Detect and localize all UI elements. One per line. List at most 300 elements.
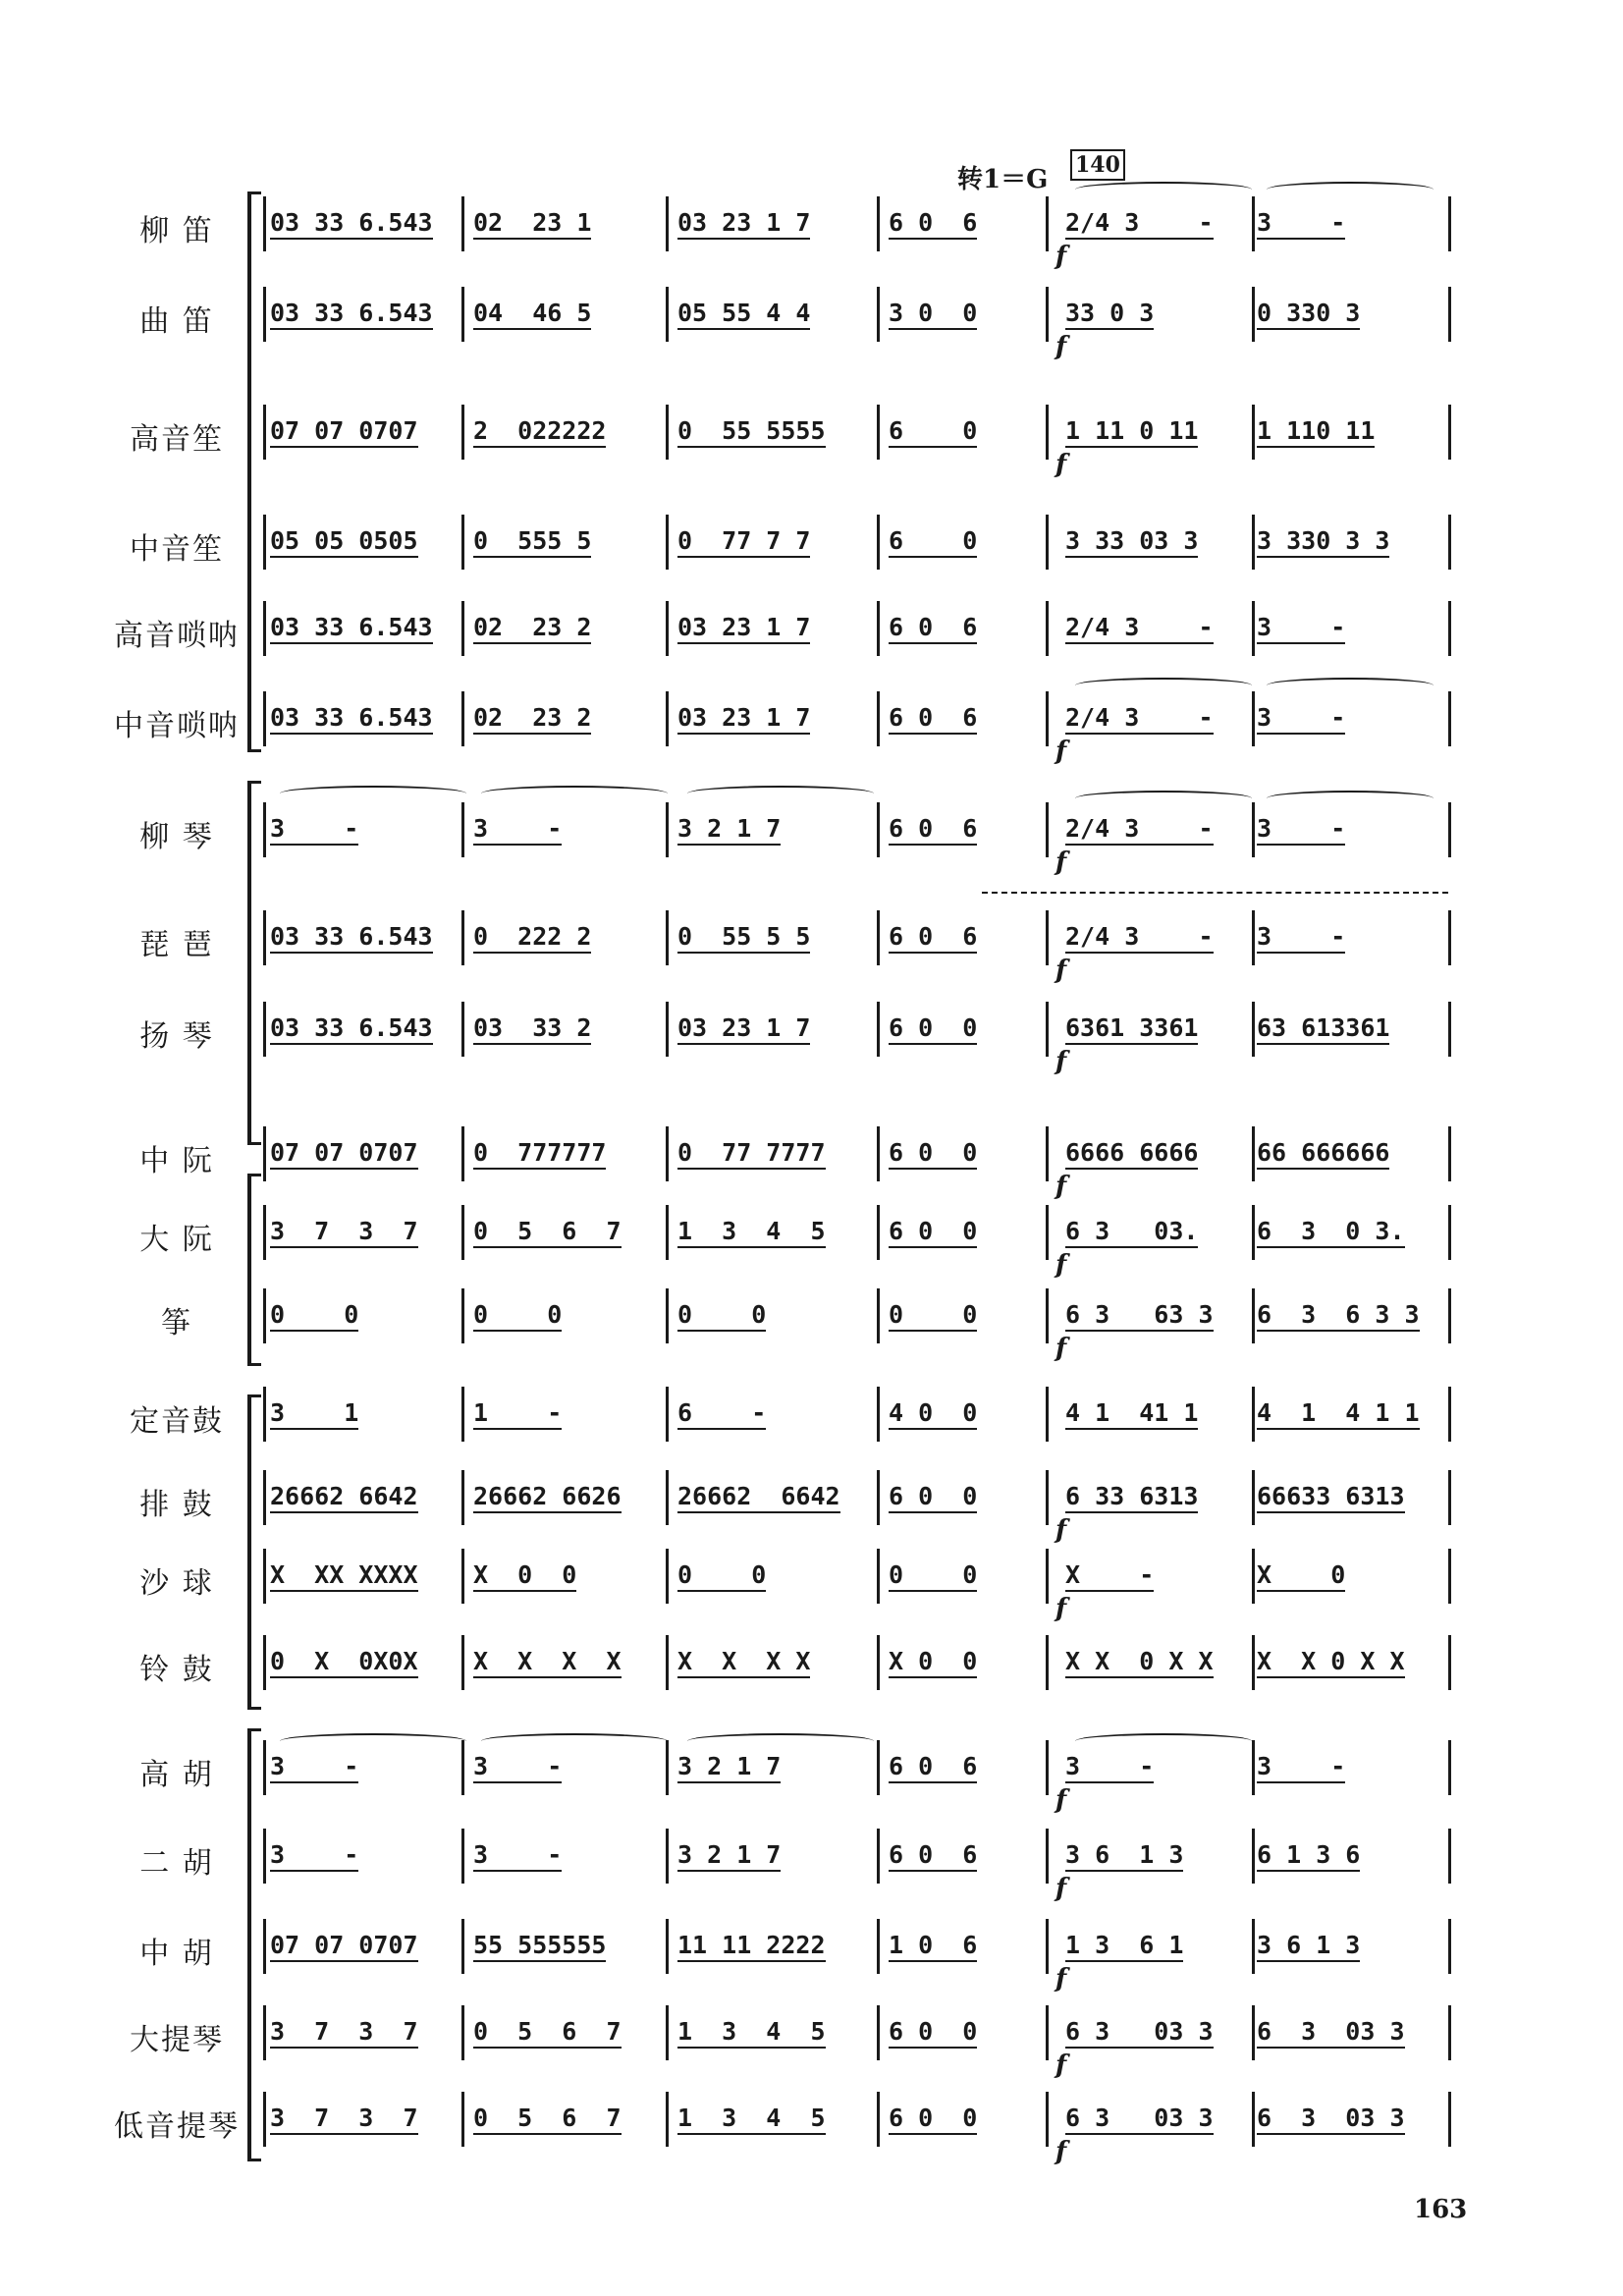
instrument-label: 扬 琴	[139, 1019, 214, 1054]
barline	[666, 802, 669, 857]
measure-notes: 0 0	[889, 1562, 977, 1592]
measure-3	[677, 210, 810, 240]
measure-5	[1065, 924, 1214, 954]
barline	[263, 1288, 266, 1343]
measure-notes: 26662 6626	[473, 1484, 622, 1513]
barline	[1252, 1549, 1255, 1604]
barline	[461, 1002, 464, 1057]
measure-notes: 26662 6642	[270, 1484, 418, 1513]
dynamic-forte: f	[1055, 1334, 1067, 1363]
barline	[263, 1740, 266, 1795]
dynamic-forte: f	[1055, 847, 1067, 877]
barline	[461, 1288, 464, 1343]
barline	[461, 196, 464, 251]
measure-2	[473, 528, 591, 558]
measure-5	[1065, 1015, 1198, 1045]
barline	[1046, 1635, 1049, 1690]
measure-2	[473, 1140, 606, 1170]
measure-1	[270, 210, 433, 240]
measure-2	[473, 924, 591, 954]
measure-4	[889, 1933, 977, 1962]
barline	[1046, 1002, 1049, 1057]
measure-4	[889, 528, 977, 558]
measure-notes: 1 -	[473, 1400, 562, 1430]
measure-4	[889, 924, 977, 954]
measure-4	[889, 1842, 977, 1872]
barline	[461, 1470, 464, 1525]
measure-5	[1065, 1302, 1214, 1332]
measure-notes: X XX XXXX	[270, 1562, 418, 1592]
measure-2	[473, 1649, 622, 1678]
measure-notes: 4 1 4 1 1	[1257, 1400, 1420, 1430]
measure-notes: 0 330 3	[1257, 301, 1360, 330]
measure-6	[1257, 301, 1360, 330]
measure-5	[1065, 615, 1214, 644]
measure-notes: 0 55 5 5	[677, 924, 810, 954]
barline	[666, 2005, 669, 2060]
measure-3	[677, 2019, 826, 2049]
measure-notes: 3 -	[1257, 1754, 1345, 1783]
barline	[263, 1205, 266, 1260]
barline	[666, 1919, 669, 1974]
measure-5	[1065, 418, 1198, 448]
measure-1	[270, 301, 433, 330]
key-change: 转1＝G	[957, 165, 1049, 194]
instrument-label: 琵 琶	[139, 928, 214, 962]
barline	[1252, 1126, 1255, 1181]
barline	[666, 1829, 669, 1884]
barline	[877, 1549, 880, 1604]
measure-6	[1257, 1484, 1405, 1513]
measure-2	[473, 1400, 562, 1430]
barline	[263, 691, 266, 746]
measure-notes: 6 3 03 3	[1257, 2019, 1405, 2049]
barline	[666, 287, 669, 342]
barline	[1046, 1288, 1049, 1343]
instrument-label: 二 胡	[139, 1846, 214, 1881]
measure-notes: 6 0 6	[889, 210, 977, 240]
barline	[263, 515, 266, 570]
measure-6	[1257, 1933, 1360, 1962]
measure-notes: 6 0 0	[889, 2105, 977, 2135]
measure-6	[1257, 2019, 1405, 2049]
measure-3	[677, 1842, 781, 1872]
measure-3	[677, 1649, 810, 1678]
dynamic-forte: f	[1055, 450, 1067, 479]
measure-6	[1257, 615, 1345, 644]
measure-2	[473, 1302, 562, 1332]
measure-notes: 0 55 5555	[677, 418, 826, 448]
barline	[263, 601, 266, 656]
barline	[877, 2092, 880, 2147]
barline	[461, 601, 464, 656]
measure-notes: 1 110 11	[1257, 418, 1375, 448]
slur	[280, 1733, 466, 1749]
measure-1	[270, 1015, 433, 1045]
measure-notes: X X X X	[473, 1649, 622, 1678]
barline	[263, 1470, 266, 1525]
measure-notes: 6 0 0	[889, 2019, 977, 2049]
instrument-label: 大提琴	[130, 2023, 224, 2057]
measure-6	[1257, 1842, 1360, 1872]
barline	[1252, 2005, 1255, 2060]
measure-1	[270, 1219, 418, 1248]
measure-notes: 0 0	[677, 1302, 766, 1332]
barline	[1448, 802, 1451, 857]
barline	[1046, 802, 1049, 857]
measure-4	[889, 816, 977, 846]
group-bracket	[247, 1394, 261, 1710]
measure-notes: 03 33 6.543	[270, 705, 433, 735]
dynamic-forte: f	[1055, 1172, 1067, 1201]
barline	[1252, 1002, 1255, 1057]
barline	[666, 910, 669, 965]
measure-notes: 3 2 1 7	[677, 816, 781, 846]
barline	[461, 1829, 464, 1884]
measure-notes: 6 33 6313	[1065, 1484, 1198, 1513]
measure-notes: 3 -	[473, 1754, 562, 1783]
instrument-label: 中 阮	[139, 1144, 214, 1178]
barline	[877, 910, 880, 965]
measure-notes: 6 3 6 3 3	[1257, 1302, 1420, 1332]
measure-notes: 3 -	[473, 816, 562, 846]
slur	[1267, 791, 1434, 806]
barline	[666, 1549, 669, 1604]
measure-notes: 03 33 6.543	[270, 924, 433, 954]
barline	[1448, 910, 1451, 965]
measure-notes: 0 0	[270, 1302, 358, 1332]
measure-notes: 3 2 1 7	[677, 1842, 781, 1872]
barline	[1448, 1387, 1451, 1442]
barline	[1046, 1549, 1049, 1604]
barline	[1448, 515, 1451, 570]
measure-3	[677, 1484, 840, 1513]
measure-1	[270, 1649, 418, 1678]
barline	[1252, 2092, 1255, 2147]
measure-notes: 4 0 0	[889, 1400, 977, 1430]
measure-4	[889, 1649, 977, 1678]
measure-notes: 6 0 6	[889, 924, 977, 954]
measure-1	[270, 924, 433, 954]
barline	[1252, 601, 1255, 656]
barline	[666, 691, 669, 746]
barline	[1046, 196, 1049, 251]
barline	[1046, 2005, 1049, 2060]
barline	[263, 287, 266, 342]
measure-notes: 0 0	[473, 1302, 562, 1332]
barline	[877, 515, 880, 570]
measure-notes: 6 0 0	[889, 1484, 977, 1513]
barline	[1448, 1470, 1451, 1525]
instrument-label: 柳 琴	[139, 820, 214, 854]
barline	[877, 405, 880, 460]
barline	[666, 1288, 669, 1343]
barline	[461, 910, 464, 965]
measure-5	[1065, 1754, 1154, 1783]
measure-notes: 0 222 2	[473, 924, 591, 954]
measure-notes: 6361 3361	[1065, 1015, 1198, 1045]
measure-notes: 3 -	[1065, 1754, 1154, 1783]
measure-notes: 03 23 1 7	[677, 705, 810, 735]
measure-1	[270, 615, 433, 644]
barline	[461, 1919, 464, 1974]
measure-notes: 2/4 3 -	[1065, 924, 1214, 954]
measure-4	[889, 1484, 977, 1513]
instrument-label: 低音提琴	[114, 2109, 240, 2144]
barline	[877, 1387, 880, 1442]
dynamic-forte: f	[1055, 1785, 1067, 1815]
group-bracket	[247, 191, 261, 752]
measure-notes: 66 666666	[1257, 1140, 1389, 1170]
barline	[666, 1205, 669, 1260]
barline	[263, 196, 266, 251]
measure-notes: 0 5 6 7	[473, 1219, 622, 1248]
measure-2	[473, 705, 591, 735]
measure-notes: 63 613361	[1257, 1015, 1389, 1045]
barline	[877, 2005, 880, 2060]
barline	[666, 515, 669, 570]
measure-5	[1065, 210, 1214, 240]
measure-notes: X X 0 X X	[1065, 1649, 1214, 1678]
measure-5	[1065, 1484, 1198, 1513]
slur	[1075, 1733, 1252, 1749]
barline	[263, 1126, 266, 1181]
measure-5	[1065, 1562, 1154, 1592]
measure-notes: 0 5 6 7	[473, 2019, 622, 2049]
measure-notes: 3 -	[270, 1754, 358, 1783]
measure-notes: 3 -	[270, 1842, 358, 1872]
measure-notes: 6 3 63 3	[1065, 1302, 1214, 1332]
barline	[1252, 1387, 1255, 1442]
measure-notes: 1 0 6	[889, 1933, 977, 1962]
measure-4	[889, 1754, 977, 1783]
measure-1	[270, 1302, 358, 1332]
measure-1	[270, 1842, 358, 1872]
measure-1	[270, 1400, 358, 1430]
barline	[263, 2092, 266, 2147]
barline	[1252, 515, 1255, 570]
barline	[1252, 1288, 1255, 1343]
barline	[461, 1205, 464, 1260]
instrument-label: 大 阮	[139, 1223, 214, 1257]
measure-notes: 6 0 6	[889, 615, 977, 644]
measure-5	[1065, 816, 1214, 846]
measure-5	[1065, 1400, 1198, 1430]
measure-notes: 1 3 4 5	[677, 2019, 826, 2049]
measure-notes: 03 33 6.543	[270, 301, 433, 330]
barline	[461, 515, 464, 570]
measure-5	[1065, 2105, 1214, 2135]
measure-notes: 3 -	[1257, 210, 1345, 240]
barline	[1252, 405, 1255, 460]
barline	[1046, 1919, 1049, 1974]
barline	[1046, 2092, 1049, 2147]
barline	[666, 1635, 669, 1690]
measure-6	[1257, 1015, 1389, 1045]
measure-3	[677, 1933, 826, 1962]
barline	[1046, 601, 1049, 656]
measure-5	[1065, 301, 1154, 330]
measure-6	[1257, 2105, 1405, 2135]
barline	[1252, 196, 1255, 251]
measure-3	[677, 2105, 826, 2135]
dynamic-forte: f	[1055, 1964, 1067, 1994]
barline	[877, 1919, 880, 1974]
instrument-label: 高音笙	[130, 422, 224, 457]
slur	[280, 786, 466, 801]
measure-3	[677, 528, 810, 558]
measure-5	[1065, 1219, 1198, 1248]
barline	[1448, 1205, 1451, 1260]
measure-notes: X X X X	[677, 1649, 810, 1678]
measure-notes: 02 23 2	[473, 615, 591, 644]
barline	[1448, 196, 1451, 251]
measure-5	[1065, 2019, 1214, 2049]
barline	[1448, 601, 1451, 656]
barline	[666, 1126, 669, 1181]
instrument-label: 高音唢呐	[114, 619, 240, 653]
measure-2	[473, 418, 606, 448]
barline	[1046, 1470, 1049, 1525]
measure-5	[1065, 528, 1198, 558]
barline	[461, 287, 464, 342]
barline	[877, 1288, 880, 1343]
measure-5	[1065, 1649, 1214, 1678]
barline	[263, 1829, 266, 1884]
barline	[263, 405, 266, 460]
barline	[1448, 1740, 1451, 1795]
measure-notes: 3 -	[1257, 816, 1345, 846]
measure-notes: X -	[1065, 1562, 1154, 1592]
measure-notes: 3 -	[270, 816, 358, 846]
measure-notes: 3 7 3 7	[270, 1219, 418, 1248]
barline	[1046, 1126, 1049, 1181]
barline	[461, 1126, 464, 1181]
barline	[1046, 691, 1049, 746]
measure-notes: 11 11 2222	[677, 1933, 826, 1962]
dynamic-forte: f	[1055, 1250, 1067, 1280]
measure-notes: X 0 0	[889, 1649, 977, 1678]
measure-4	[889, 1400, 977, 1430]
measure-notes: 6 0 0	[889, 1140, 977, 1170]
barline	[1448, 1126, 1451, 1181]
measure-2	[473, 210, 591, 240]
measure-6	[1257, 210, 1345, 240]
barline	[461, 2005, 464, 2060]
dynamic-forte: f	[1055, 956, 1067, 985]
measure-notes: X 0	[1257, 1562, 1345, 1592]
measure-notes: 0 0	[677, 1562, 766, 1592]
measure-6	[1257, 1140, 1389, 1170]
measure-3	[677, 816, 781, 846]
rehearsal-mark: 140	[1070, 149, 1125, 181]
slur	[1267, 182, 1434, 197]
measure-2	[473, 301, 591, 330]
measure-notes: 6 1 3 6	[1257, 1842, 1360, 1872]
measure-3	[677, 1219, 826, 1248]
measure-1	[270, 1562, 418, 1592]
measure-notes: 1 3 4 5	[677, 1219, 826, 1248]
barline	[263, 1549, 266, 1604]
barline	[1252, 287, 1255, 342]
barline	[1448, 691, 1451, 746]
instrument-label: 高 胡	[139, 1758, 214, 1792]
barline	[1046, 287, 1049, 342]
barline	[1252, 1470, 1255, 1525]
instrument-label: 铃 鼓	[139, 1653, 214, 1687]
measure-notes: 66633 6313	[1257, 1484, 1405, 1513]
measure-notes: 6 3 03 3	[1257, 2105, 1405, 2135]
measure-notes: 03 23 1 7	[677, 210, 810, 240]
measure-notes: 0 77 7 7	[677, 528, 810, 558]
measure-notes: 33 0 3	[1065, 301, 1154, 330]
measure-6	[1257, 1302, 1420, 1332]
measure-2	[473, 2019, 622, 2049]
barline	[877, 287, 880, 342]
measure-1	[270, 2019, 418, 2049]
barline	[666, 2092, 669, 2147]
measure-notes: 6 -	[677, 1400, 766, 1430]
measure-notes: 07 07 0707	[270, 418, 418, 448]
measure-notes: 6 3 0 3.	[1257, 1219, 1405, 1248]
instrument-label: 中音唢呐	[114, 709, 240, 743]
measure-notes: 02 23 1	[473, 210, 591, 240]
barline	[461, 1549, 464, 1604]
barline	[1046, 405, 1049, 460]
measure-6	[1257, 1219, 1405, 1248]
measure-6	[1257, 924, 1345, 954]
barline	[461, 1635, 464, 1690]
instrument-label: 中音笙	[130, 532, 224, 567]
barline	[877, 802, 880, 857]
barline	[1046, 1829, 1049, 1884]
measure-6	[1257, 1400, 1420, 1430]
measure-notes: 3 6 1 3	[1065, 1842, 1183, 1872]
barline	[461, 1387, 464, 1442]
measure-3	[677, 1302, 766, 1332]
measure-5	[1065, 1933, 1183, 1962]
measure-3	[677, 924, 810, 954]
measure-notes: 6 3 03 3	[1065, 2105, 1214, 2135]
barline	[263, 2005, 266, 2060]
measure-notes: 1 11 0 11	[1065, 418, 1198, 448]
measure-5	[1065, 705, 1214, 735]
barline	[1448, 1549, 1451, 1604]
dynamic-forte: f	[1055, 737, 1067, 766]
barline	[1448, 1002, 1451, 1057]
measure-notes: 0 X 0X0X	[270, 1649, 418, 1678]
measure-2	[473, 1842, 562, 1872]
measure-notes: 2/4 3 -	[1065, 615, 1214, 644]
measure-notes: 26662 6642	[677, 1484, 840, 1513]
barline	[461, 691, 464, 746]
measure-1	[270, 816, 358, 846]
measure-2	[473, 1484, 622, 1513]
barline	[666, 405, 669, 460]
barline	[877, 691, 880, 746]
measure-2	[473, 1933, 606, 1962]
barline	[666, 601, 669, 656]
measure-notes: 3 -	[473, 1842, 562, 1872]
slur	[481, 786, 668, 801]
measure-notes: 3 -	[1257, 924, 1345, 954]
measure-3	[677, 1400, 766, 1430]
measure-notes: 6 0	[889, 418, 977, 448]
barline	[1252, 910, 1255, 965]
measure-4	[889, 1015, 977, 1045]
barline	[877, 1205, 880, 1260]
barline	[1448, 405, 1451, 460]
